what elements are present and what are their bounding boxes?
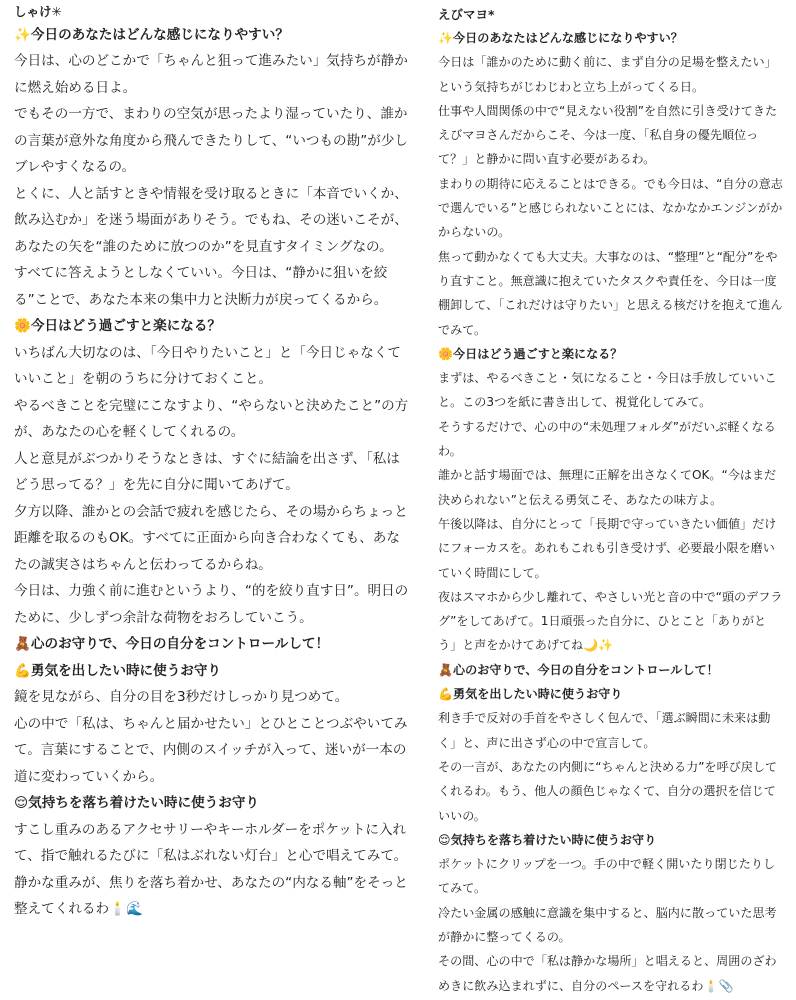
section-heading: 🌼今日はどう過ごすと楽になる？ xyxy=(14,318,222,335)
paragraph: まずは、やるべきこと・気になること・今日は手放していいこと。この3つを紙に書き出して、視覚化してみて。 xyxy=(438,371,777,410)
paragraph: 利き手で反対の手首をやさしく包んで、「選ぶ瞬間に未来は動く」と、声に出さず心の中で宣言して。 xyxy=(438,711,771,750)
paragraph: まわりの期待に応えることはできる。でも今日は、“自分の意志で選んでいる”と感じられないことには、なかなかエンジンがかからないの。 xyxy=(438,176,783,240)
section-heading: 💪勇気を出したい時に使うお守り xyxy=(438,687,623,702)
paragraph: 午後以降は、自分にとって「長期で守っていきたい価値」だけにフォーカスを。あれもこれも引き受けず、必要最小限を磨いていく時間にして。 xyxy=(438,516,777,580)
section-heading: 🧸心のお守りで、今日の自分をコントロールして！ xyxy=(438,662,719,677)
paragraph: ポケットにクリップを一つ。手の中で軽く開いたり閉じたりしてみて。 xyxy=(438,857,776,896)
paragraph: やるべきことを完璧にこなすより、“やらないと決めたこと”の方が、あなたの心を軽くしてくれるの。 xyxy=(14,397,409,441)
paragraph: すべてに答えようとしなくていい。今日は、“静かに狙いを絞る”ことで、あなた本来の集中力と決断力が戻ってくるから。 xyxy=(14,265,388,308)
right-blocks xyxy=(438,26,783,998)
author-name: しゃけ✳︎ xyxy=(14,4,62,19)
paragraph: 静かな重みが、焦りを落ち着かせ、あなたの“内なる軸”をそっと整えてくれるわ🕯️🌊 xyxy=(14,874,408,917)
paragraph: 仕事や人間関係の中で“見えない役割”を自然に引き受けてきたえびマヨさんだからこそ、今は一度、「私自身の優先順位って？」と静かに問い直す必要があるわ。 xyxy=(438,103,778,167)
right-column xyxy=(438,0,783,998)
paragraph: 焦って動かなくても大丈夫。大事なのは、“整理”と“配分”をやり直すこと。無意識に抱えていたタスクや責任を、今日は一度棚卸して、「これだけは守りたい」と思える核だけを抱えて進んでみて。 xyxy=(438,249,783,337)
section-heading: 😌気持ちを落ち着けたい時に使うお守り xyxy=(438,832,657,847)
paragraph: でもその一方で、まわりの空気が思ったより湿っていたり、誰かの言葉が意外な角度から飛んできたりして、“いつもの勘”が少しブレやすくなるの。 xyxy=(14,106,408,176)
paragraph: 夜はスマホから少し離れて、やさしい光と音の中で“頭のデフラグ”をしてあげて。1日頑張った自分に、ひとこと「ありがとう」と声をかけてあげてね🌙✨ xyxy=(438,589,783,653)
paragraph: 今日は、心のどこかで「ちゃんと狙って進みたい」気持ちが静かに燃え始める日よ。 xyxy=(14,53,408,96)
left-column xyxy=(14,0,409,922)
paragraph: とくに、人と話すときや情報を受け取るときに「本音でいくか、飲み込むか」を迷う場面がありそう。でもね、その迷いこそが、あなたの矢を“誰のために放つのか”を見直すタイミングなの。 xyxy=(14,185,408,255)
section-heading: 🌼今日はどう過ごすと楽になる？ xyxy=(438,346,623,361)
paragraph: 鏡を見ながら、自分の目を3秒だけしっかり見つめて。 xyxy=(14,689,349,706)
paragraph: 冷たい金属の感触に意識を集中すると、脳内に散っていた思考が静かに整ってくるの。 xyxy=(438,905,777,944)
paragraph: 人と意見がぶつかりそうなときは、すぐに結論を出さず、「私はどう思ってる？」を先に自分に聞いてあげて。 xyxy=(14,450,400,494)
paragraph: その間、心の中で「私は静かな場所」と唱えると、周囲のざわめきに飲み込まれずに、自分のペースを守れるわ🕯️📎 xyxy=(438,954,777,993)
paragraph: 今日は、力強く前に進むというより、“的を絞り直す日”。明日のために、少しずつ余計な荷物をおろしていこう。 xyxy=(14,583,409,626)
paragraph: すこし重みのあるアクセサリーやキーホルダーをポケットに入れて、指で触れるたびに「私はぶれない灯台」と心で唱えてみて。 xyxy=(14,821,408,865)
section-heading: ✨今日のあなたはどんな感じになりやすい？ xyxy=(14,27,289,43)
paragraph: 今日は「誰かのために動く前に、まず自分の足場を整えたい」という気持ちがじわじわと立ち上がってくる日。 xyxy=(438,55,777,94)
paragraph: 誰かと話す場面では、無理に正解を出さなくてOK。“今はまだ決められない”と伝える勇気こそ、あなたの味方よ。 xyxy=(438,468,777,507)
paragraph: その一言が、あなたの内側に“ちゃんと決める力”を呼び戻してくれるわ。もう、他人の顔色じゃなくて、自分の選択を信じていいの。 xyxy=(438,759,778,823)
section-heading: ✨今日のあなたはどんな感じになりやすい？ xyxy=(438,31,683,45)
section-heading: 😌気持ちを落ち着けたい時に使うお守り xyxy=(14,795,259,812)
section-heading: 💪勇気を出したい時に使うお守り xyxy=(14,662,222,679)
left-blocks xyxy=(14,22,409,922)
author-name: えびマヨ* xyxy=(438,7,495,22)
paragraph: いちばん大切なのは、「今日やりたいこと」と「今日じゃなくていいこと」を朝のうちに分けておくこと。 xyxy=(14,344,401,388)
paragraph: 心の中で「私は、ちゃんと届かせたい」とひとことつぶやいてみて。言葉にすることで、内側のスイッチが入って、迷いが一本の道に変わっていくから。 xyxy=(14,715,408,785)
section-heading: 🧸心のお守りで、今日の自分をコントロールして！ xyxy=(14,636,330,653)
paragraph: 夕方以降、誰かとの会話で疲れを感じたら、その場からちょっと距離を取るのもOK。すべてに正面から向き合わなくても、あなたの誠実さはちゃんと伝わってるからね。 xyxy=(14,503,408,573)
paragraph: そうするだけで、心の中の“未処理フォルダ”がだいぶ軽くなるわ。 xyxy=(438,419,776,459)
